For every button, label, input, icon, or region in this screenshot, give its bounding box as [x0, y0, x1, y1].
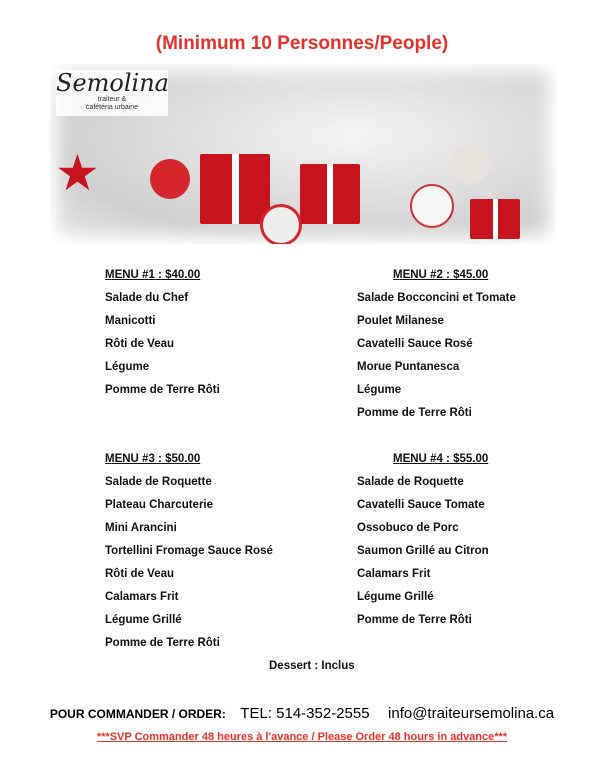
menu-item: Légume Grillé	[105, 614, 182, 626]
menu-item: Légume Grillé	[357, 591, 434, 603]
semolina-logo	[56, 70, 168, 116]
menu-item: Ossobuco de Porc	[357, 522, 459, 534]
menu-item: Morue Puntanesca	[357, 361, 460, 373]
menu-header: MENU #4 : $55.00	[393, 453, 489, 465]
ornament-icon	[150, 159, 190, 199]
dessert-text: Dessert : Inclus	[269, 660, 355, 672]
menu-item: Salade de Roquette	[105, 476, 212, 488]
order-label: POUR COMMANDER / ORDER:	[49, 707, 226, 721]
gift-icon	[300, 164, 360, 224]
email-address: info@traiteursemolina.ca	[388, 705, 555, 722]
logo-sub: traiteur &	[97, 96, 127, 103]
menu-item: Saumon Grillé au Citron	[357, 545, 489, 557]
order-contact	[0, 705, 604, 723]
phone-number: TEL: 514-352-2555	[240, 705, 370, 722]
gift-icon	[470, 199, 520, 239]
menu-item: Pomme de Terre Rôti	[105, 384, 220, 396]
menu-item: Pomme de Terre Rôti	[357, 614, 472, 626]
ornament-icon	[410, 184, 454, 228]
logo-brand: Semolina	[56, 69, 169, 97]
menu-item: Mini Arancini	[105, 522, 177, 534]
menu-item: Cavatelli Sauce Tomate	[357, 499, 485, 511]
menu-item: Manicotti	[105, 315, 156, 327]
menu-4	[357, 448, 489, 632]
ornament-icon	[260, 204, 302, 244]
logo-sub: cafétéria urbaine	[85, 104, 139, 111]
menu-item: Rôti de Veau	[105, 568, 175, 580]
menu-item: Poulet Milanese	[357, 315, 444, 327]
menu-2	[357, 264, 516, 425]
menu-item: Salade de Roquette	[357, 476, 464, 488]
page-title: (Minimum 10 Personnes/People)	[155, 33, 449, 54]
menu-item: Pomme de Terre Rôti	[105, 637, 220, 649]
ornament-icon	[450, 144, 490, 184]
advance-order-note: ***SVP Commander 48 heures à l'avance / Please Order 48 hours in advance***	[96, 731, 508, 743]
menu-item: Légume	[105, 361, 150, 373]
menu-item: Légume	[357, 384, 402, 396]
menu-item: Plateau Charcuterie	[105, 499, 214, 511]
dessert-line	[269, 655, 355, 678]
menu-3	[105, 448, 273, 655]
menu-item: Salade Bocconcini et Tomate	[357, 292, 516, 304]
star-icon: ★	[55, 145, 100, 201]
menu-item: Rôti de Veau	[105, 338, 175, 350]
menu-item: Calamars Frit	[357, 568, 431, 580]
menu-item: Tortellini Fromage Sauce Rosé	[105, 545, 273, 557]
menu-item: Pomme de Terre Rôti	[357, 407, 472, 419]
menu-header: MENU #3 : $50.00	[105, 453, 201, 465]
menu-1	[105, 264, 220, 402]
christmas-banner-image	[50, 64, 556, 244]
menu-header: MENU #2 : $45.00	[393, 269, 489, 281]
gift-icon	[200, 154, 270, 224]
menu-item: Cavatelli Sauce Rosé	[357, 338, 473, 350]
menu-item: Salade du Chef	[105, 292, 189, 304]
menu-header: MENU #1 : $40.00	[105, 269, 201, 281]
menu-item: Calamars Frit	[105, 591, 179, 603]
